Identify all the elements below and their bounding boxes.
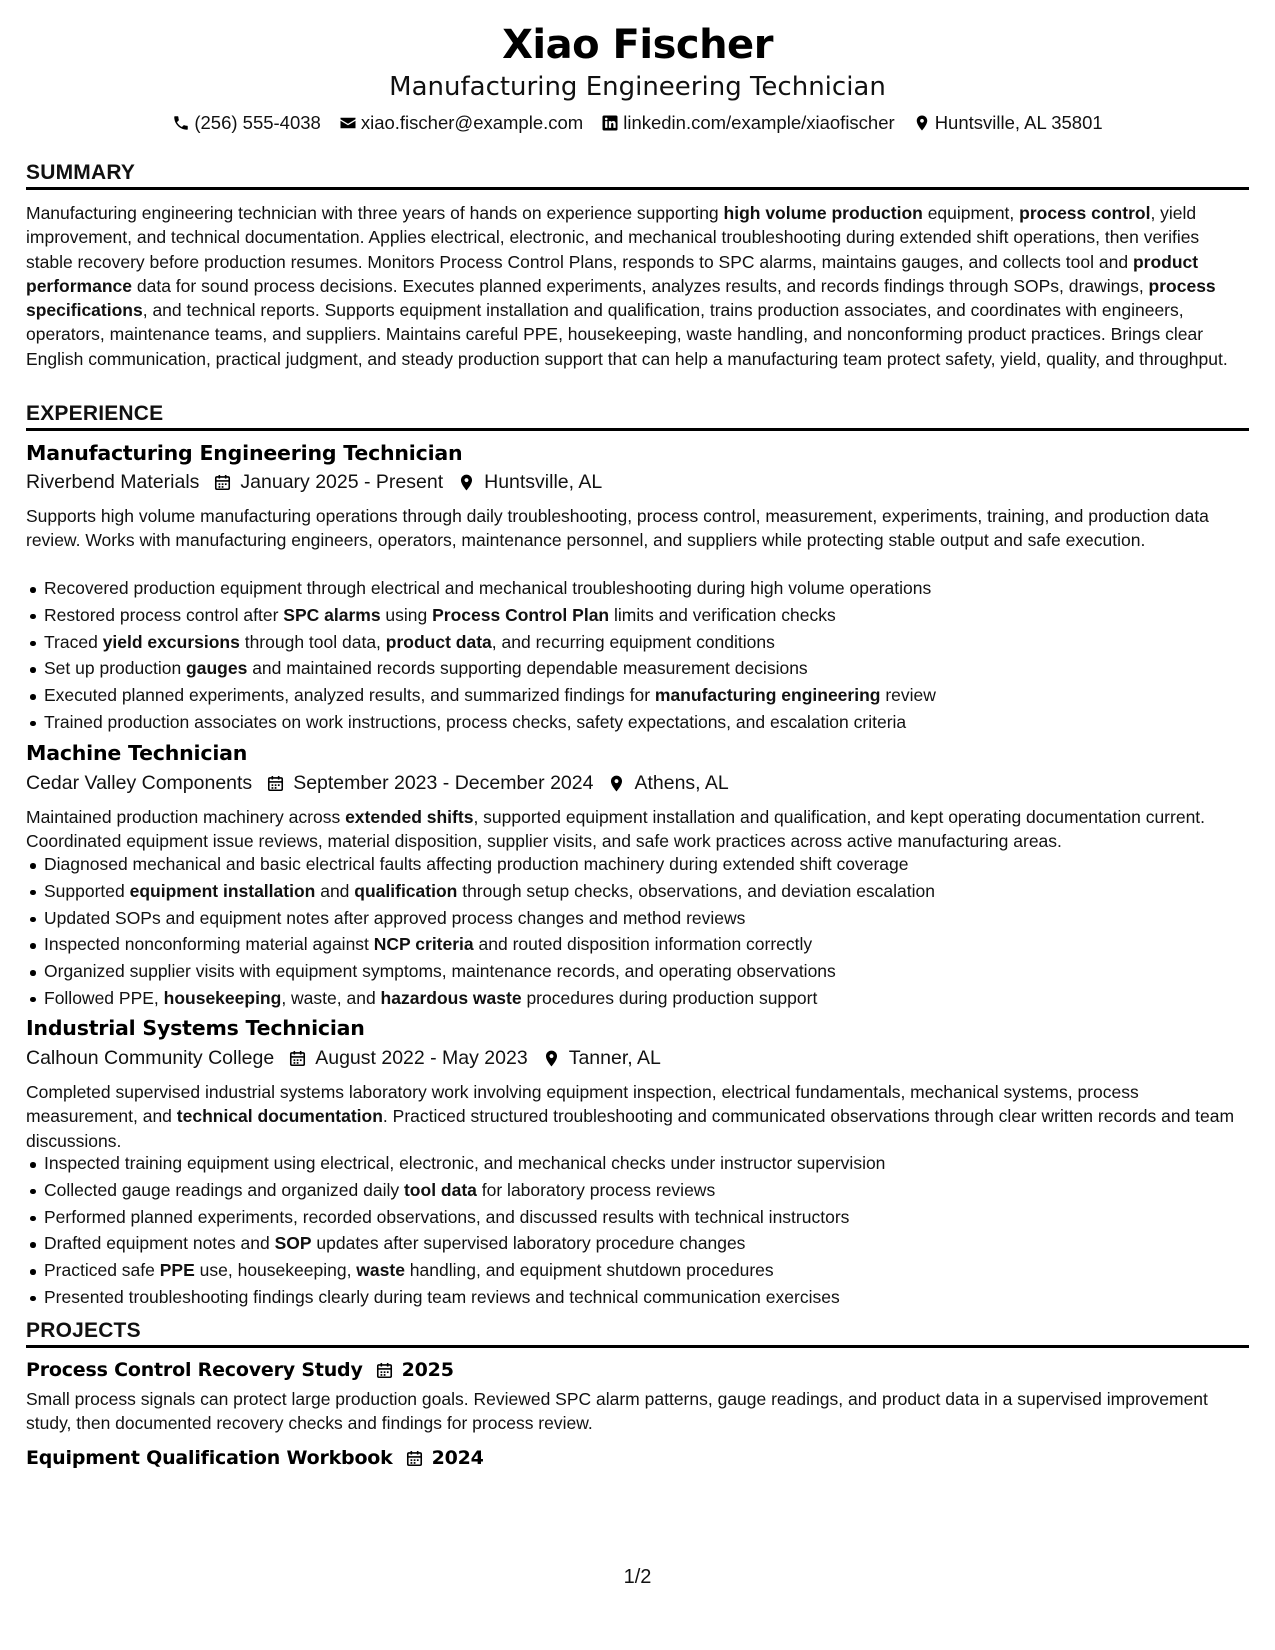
text-run: Practiced safe [44, 1260, 160, 1281]
bullet-item [26, 878, 1249, 905]
text-run: and [315, 880, 355, 901]
bold-text: yield excursions [102, 631, 240, 652]
text-run: procedures during production support [521, 987, 818, 1008]
job-dates: September 2023 - December 2024 [293, 772, 594, 794]
bullet-item [26, 575, 1249, 602]
text-run: , supported equipment installation and qualification, and kept operating documentation current. Coordinated equipment issue reviews, material disposition, supplier visits, and safe work practices across active manufacturing areas. [26, 807, 1206, 852]
text-run: Completed supervised industrial systems laboratory work involving equipment inspection, electrical fundamentals, mechanical systems, process measurement, and [26, 1082, 1139, 1127]
bold-text: high volume production [723, 203, 923, 223]
text-run: Traced [44, 631, 103, 652]
job-meta [26, 471, 602, 494]
text-run: Recovered production equipment through electrical and mechanical troubleshooting during high volume operations [44, 578, 932, 598]
job-dates: August 2022 - May 2023 [315, 1047, 528, 1069]
calendar-icon [375, 1361, 394, 1380]
calendar-icon [288, 1049, 307, 1068]
linkedin-text: linkedin.com/example/xiaofischer [623, 112, 895, 133]
job-description [26, 1080, 1249, 1153]
projects-heading: PROJECTS [26, 1319, 1249, 1348]
bold-text: NCP criteria [373, 934, 474, 955]
calendar-icon [213, 473, 232, 492]
bold-text: extended shifts [345, 807, 474, 827]
bullet-item [26, 905, 1249, 932]
calendar-icon [405, 1449, 424, 1468]
resume-page [26, 0, 1249, 1650]
bullet-item [26, 1284, 1249, 1311]
text-run: Restored process control after [44, 604, 284, 625]
project-title: Equipment Qualification Workbook [26, 1447, 393, 1469]
text-run: updates after supervised laboratory procedure changes [311, 1233, 746, 1254]
text-run: handling, and equipment shutdown procedures [404, 1260, 774, 1281]
contact-email[interactable] [339, 112, 583, 134]
bold-text: product performance [26, 251, 1199, 296]
contact-bar [26, 112, 1249, 134]
text-run: Performed planned experiments, recorded observations, and discussed results with technical instructors [44, 1206, 850, 1227]
bold-text: qualification [354, 880, 458, 901]
text-run: Trained production associates on work instructions, process checks, safety expectations, and escalation criteria [44, 711, 907, 732]
job-meta [26, 1047, 661, 1070]
bold-text: equipment installation [129, 880, 316, 901]
project-title-row [26, 1359, 454, 1381]
candidate-name: Xiao Fischer [502, 22, 773, 68]
project-year: 2024 [431, 1447, 484, 1469]
text-run: Maintained production machinery across [26, 807, 346, 827]
bold-text: Process Control Plan [432, 604, 610, 625]
text-run: data for sound process decisions. Executes planned experiments, analyzes results, and records findings through SOPs, drawings, [132, 275, 1149, 296]
contact-location [913, 112, 1103, 134]
email-text: xiao.fischer@example.com [360, 112, 584, 133]
linkedin-icon [601, 114, 619, 132]
phone-text: (256) 555-4038 [194, 112, 321, 133]
text-run: Presented troubleshooting findings clearly during team reviews and technical communication exercises [44, 1286, 840, 1307]
bullet-item [26, 602, 1249, 629]
text-run: Set up production [44, 658, 187, 679]
job-description [26, 805, 1249, 854]
text-run: . Practiced structured troubleshooting and communicated observations through clear written records and team discussions. [26, 1106, 1235, 1151]
text-run: Diagnosed mechanical and basic electrical faults affecting production machinery during extended shift coverage [44, 854, 909, 874]
bullet-item [26, 1177, 1249, 1204]
job-title: Manufacturing Engineering Technician [26, 441, 463, 465]
bold-text: housekeeping [163, 987, 282, 1008]
bold-text: process control [1019, 203, 1151, 223]
text-run: Supported [44, 880, 130, 901]
bullet-item [26, 985, 1249, 1012]
project-description: Small process signals can protect large production goals. Reviewed SPC alarm patterns, gauge readings, and product data in a supervised improvement study, then documented recovery checks and findings for process review. [26, 1389, 1208, 1434]
text-run: through setup checks, observations, and deviation escalation [457, 880, 936, 901]
bold-text: gauges [186, 658, 248, 679]
job-title: Industrial Systems Technician [26, 1016, 365, 1040]
experience-heading: EXPERIENCE [26, 402, 1249, 431]
calendar-icon [266, 774, 285, 793]
bold-text: waste [356, 1260, 405, 1281]
map-pin-icon [542, 1049, 561, 1068]
text-run: equipment, [922, 203, 1020, 223]
bullet-item [26, 655, 1249, 682]
summary-text [26, 201, 1249, 371]
page-number: 1/2 [623, 1566, 652, 1588]
project-title: Process Control Recovery Study [26, 1359, 363, 1381]
job-location: Athens, AL [634, 772, 729, 794]
job-company: Riverbend Materials [26, 471, 200, 493]
bold-text: technical documentation [176, 1106, 383, 1127]
bold-text: SPC alarms [283, 604, 381, 625]
bold-text: process specifications [26, 275, 1216, 321]
candidate-title: Manufacturing Engineering Technician [389, 72, 886, 102]
bullet-item [26, 1230, 1249, 1257]
phone-icon [172, 114, 190, 132]
location-text: Huntsville, AL 35801 [934, 112, 1103, 133]
text-run: Executed planned experiments, analyzed results, and summarized findings for [44, 685, 655, 706]
bold-text: PPE [159, 1260, 195, 1281]
text-run: Manufacturing engineering technician with three years of hands on experience supporting [26, 203, 724, 223]
text-run: Updated SOPs and equipment notes after approved process changes and method reviews [44, 907, 746, 928]
text-run: , and technical reports. Supports equipment installation and qualification, trains production associates, and coordinates with engineers, operators, maintenance teams, and suppliers. Maintains careful PPE, housekeeping, waste handling, and nonconforming product practices. Brings clear English communication, practical judgment, and steady production support that can help a manufacturing team protect safety, yield, quality, and throughput. [26, 300, 1228, 369]
text-run: using [380, 604, 433, 625]
text-run: use, housekeeping, [194, 1260, 357, 1281]
job-bullets [26, 575, 1249, 736]
job-meta [26, 772, 729, 795]
text-run: limits and verification checks [609, 604, 836, 625]
text-run: Supports high volume manufacturing operations through daily troubleshooting, process control, measurement, experiments, training, and production data review. Works with manufacturing engineers, operators, maintenance personnel, and suppliers while protecting stable output and safe execution. [26, 506, 1209, 551]
bold-text: manufacturing engineering [654, 685, 881, 706]
bold-text: tool data [403, 1179, 477, 1200]
job-bullets [26, 851, 1249, 1012]
summary-heading: SUMMARY [26, 161, 1249, 190]
bullet-item [26, 629, 1249, 656]
job-description [26, 504, 1249, 553]
job-bullets [26, 1150, 1249, 1311]
bold-text: product data [385, 631, 492, 652]
text-run: Collected gauge readings and organized daily [44, 1179, 404, 1200]
map-pin-icon [913, 114, 931, 132]
bold-text: SOP [274, 1233, 312, 1254]
text-run: and routed disposition information correctly [473, 934, 813, 955]
bullet-item [26, 958, 1249, 985]
text-run: Followed PPE, [44, 987, 164, 1008]
text-run: through tool data, [239, 631, 386, 652]
job-dates: January 2025 - Present [240, 471, 444, 493]
job-title: Machine Technician [26, 741, 248, 765]
job-location: Huntsville, AL [484, 471, 603, 493]
contact-phone[interactable] [172, 112, 321, 134]
job-company: Calhoun Community College [26, 1047, 275, 1069]
text-run: , yield improvement, and technical documentation. Applies electrical, electronic, and mechanical troubleshooting during extended shift operations, then verifies stable recovery before production resumes. Monitors Process Control Plans, responds to SPC alarms, maintains gauges, and collects tool and [26, 203, 1200, 272]
text-run: and maintained records supporting dependable measurement decisions [247, 658, 808, 679]
bullet-item [26, 682, 1249, 709]
contact-linkedin[interactable] [601, 112, 894, 134]
project-year: 2025 [401, 1359, 454, 1381]
bullet-item [26, 1257, 1249, 1284]
job-location: Tanner, AL [568, 1047, 661, 1069]
map-pin-icon [457, 473, 476, 492]
text-run: Inspected nonconforming material against [44, 934, 374, 955]
map-pin-icon [607, 774, 626, 793]
text-run: , waste, and [281, 987, 381, 1008]
envelope-icon [339, 114, 357, 132]
bullet-item [26, 851, 1249, 878]
text-run: review [880, 685, 936, 706]
text-run: Inspected training equipment using electrical, electronic, and mechanical checks under instructor supervision [44, 1153, 886, 1173]
bullet-item [26, 1150, 1249, 1177]
bullet-item [26, 709, 1249, 736]
bullet-item [26, 931, 1249, 958]
text-run: Organized supplier visits with equipment symptoms, maintenance records, and operating observations [44, 961, 836, 982]
text-run: Drafted equipment notes and [44, 1233, 275, 1254]
project-title-row [26, 1447, 484, 1469]
job-company: Cedar Valley Components [26, 772, 253, 794]
bold-text: hazardous waste [380, 987, 522, 1008]
bullet-item [26, 1204, 1249, 1231]
text-run: for laboratory process reviews [476, 1179, 716, 1200]
text-run: , and recurring equipment conditions [491, 631, 775, 652]
